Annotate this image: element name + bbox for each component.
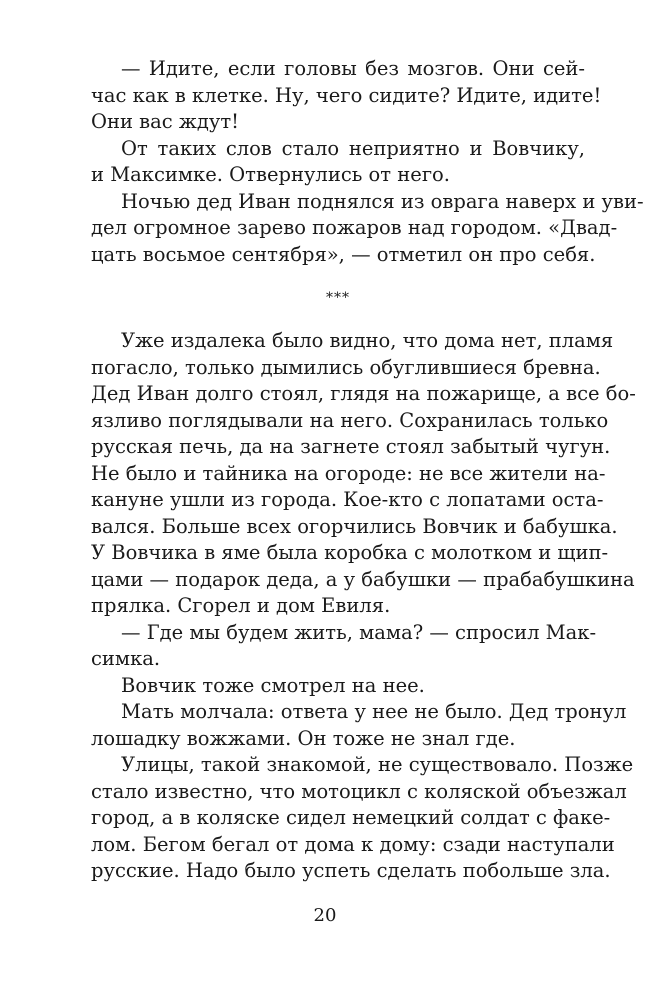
- text-line: лошадку вожжами. Он тоже не знал где.: [91, 726, 516, 750]
- text-line: погасло, только дымились обуглившиеся бревна.: [91, 355, 601, 379]
- text-line: Мать молчала: ответа у нее не было. Дед тронул: [121, 700, 627, 723]
- paragraph: [91, 699, 627, 752]
- text-line: кануне ушли из города. Кое-кто с лопатами оста-: [91, 488, 604, 511]
- text-line: русская печь, да на загнете стоял забытый чугун.: [91, 435, 611, 458]
- text-block-bottom: [91, 328, 636, 885]
- text-line: Ночью дед Иван поднялся из оврага наверх и уви-: [121, 189, 644, 213]
- text-line: Они вас ждут!: [91, 110, 239, 133]
- text-line: симка.: [91, 647, 161, 670]
- text-line: язливо поглядывали на него. Сохранилась только: [91, 408, 609, 432]
- text-line: прялка. Сгорел и дом Евиля.: [91, 594, 391, 617]
- text-line: лом. Бегом бегал от дома к дому: сзади наступали: [91, 832, 615, 856]
- text-line: От таких слов стало неприятно и Вовчику,: [121, 136, 585, 160]
- text-line: У Вовчика в яме была коробка с молотком и щип-: [91, 541, 609, 564]
- paragraph: [91, 752, 634, 885]
- text-line: час как в клетке. Ну, чего сидите? Идите, идите!: [91, 83, 602, 107]
- book-page: [91, 56, 644, 885]
- text-line: и Максимке. Отвернулись от него.: [91, 163, 450, 186]
- paragraph: [91, 328, 636, 620]
- page-number: 20: [313, 905, 337, 926]
- text-line: Дед Иван долго стоял, глядя на пожарище, а все бо-: [91, 382, 636, 405]
- text-line: вался. Больше всех огорчились Вовчик и бабушка.: [91, 514, 618, 538]
- section-separator: ***: [326, 290, 350, 306]
- text-line: стало известно, что мотоцикл с коляской объезжал: [91, 779, 627, 803]
- text-block-top: [91, 56, 644, 268]
- text-line: — Идите, если головы без мозгов. Они сей-: [121, 57, 585, 80]
- text-line: Не было и тайника на огороде: не все жители на-: [91, 461, 606, 485]
- text-line: русские. Надо было успеть сделать побольше зла.: [91, 859, 611, 882]
- text-line: — Где мы будем жить, мама? — спросил Мак-: [121, 620, 597, 644]
- text-line: Вовчик тоже смотрел на нее.: [121, 673, 425, 697]
- text-line: дел огромное зарево пожаров над городом. «Двад-: [91, 216, 618, 239]
- text-line: цать восьмое сентября», — отметил он про себя.: [91, 242, 596, 266]
- text-line: цами — подарок деда, а у бабушки — прабабушкина: [91, 567, 635, 591]
- paragraph: [91, 189, 644, 269]
- paragraph: [91, 56, 602, 136]
- text-line: Уже издалека было видно, что дома нет, пламя: [121, 329, 614, 352]
- paragraph: [91, 136, 585, 189]
- paragraph: [91, 620, 597, 673]
- paragraph: [91, 673, 585, 700]
- text-line: Улицы, такой знакомой, не существовало. Позже: [121, 753, 634, 776]
- text-line: город, а в коляске сидел немецкий солдат с факе-: [91, 806, 611, 829]
